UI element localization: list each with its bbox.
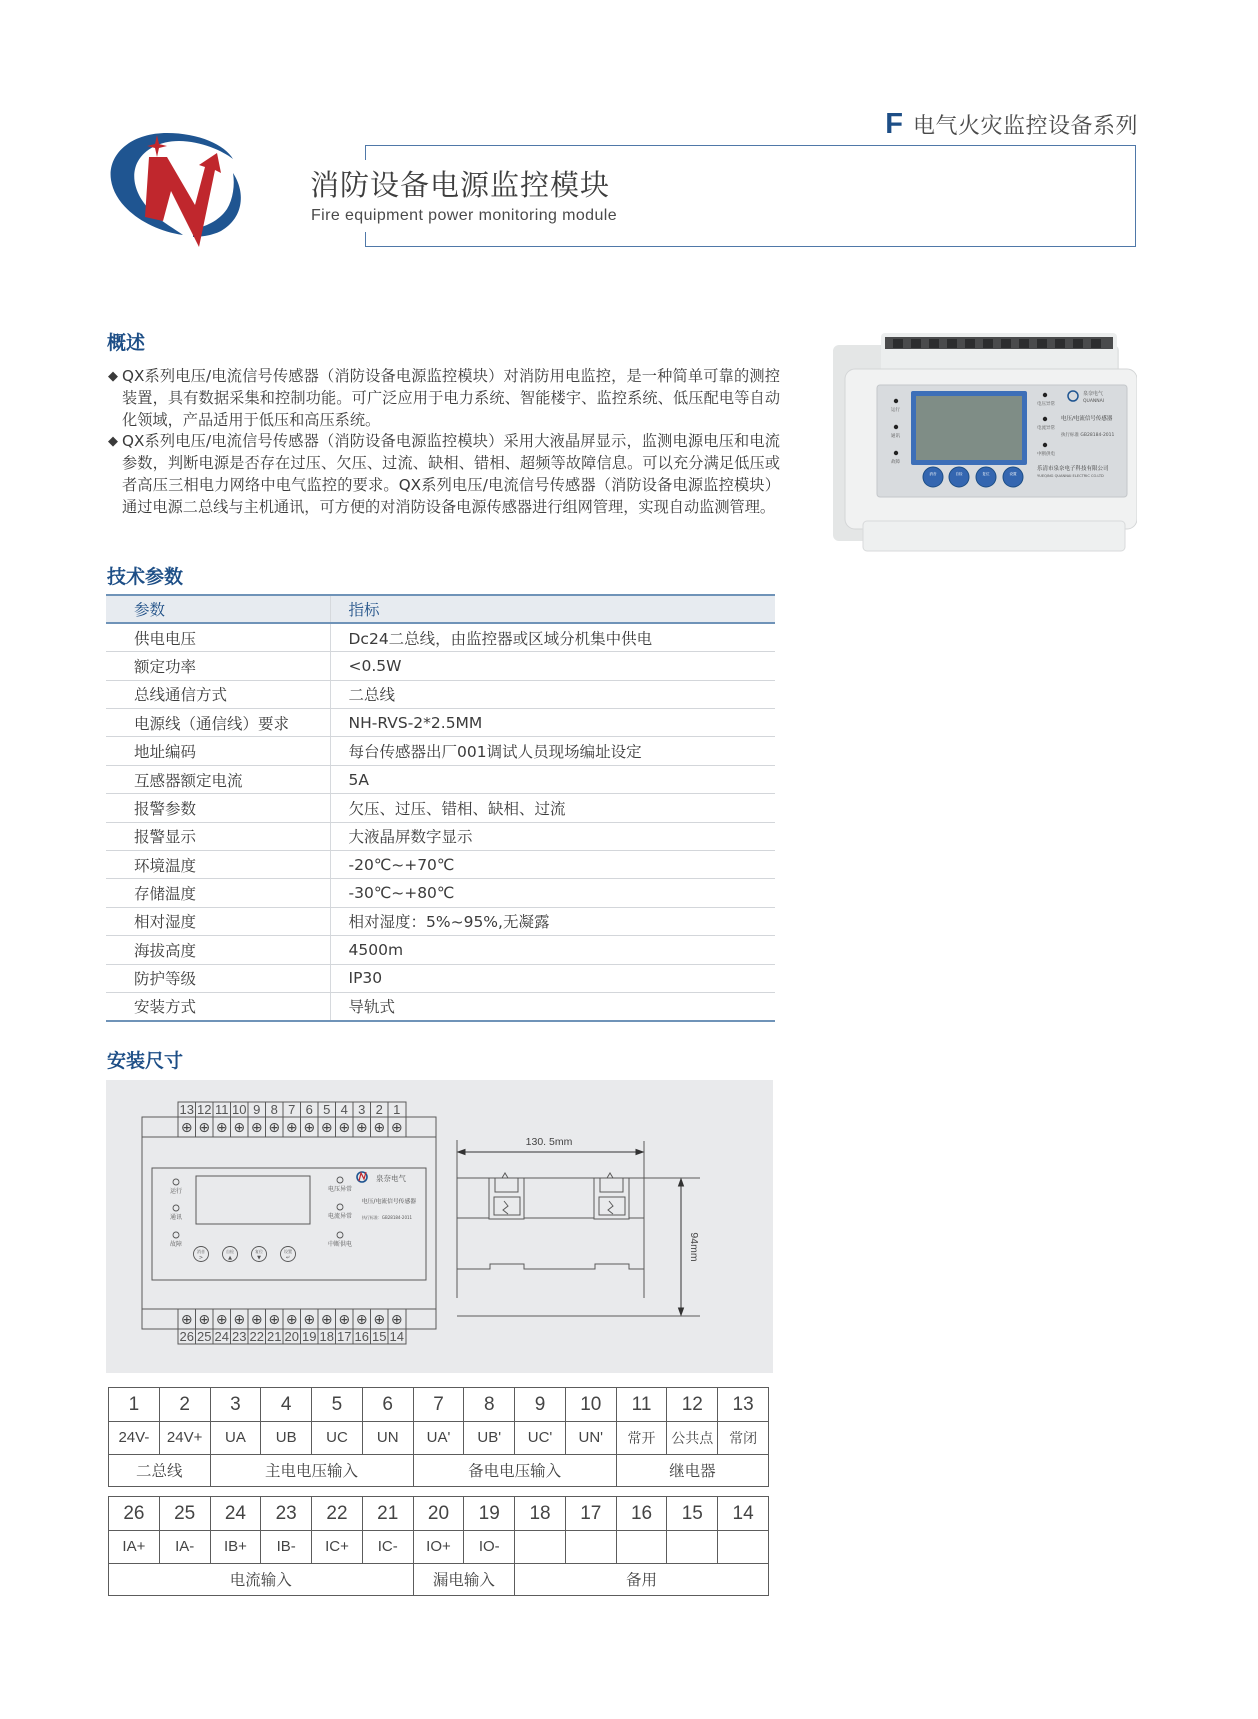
- svg-text:泉奈电气: 泉奈电气: [1083, 391, 1104, 397]
- svg-text:⊕: ⊕: [180, 1120, 193, 1136]
- svg-text:⊕: ⊕: [355, 1120, 368, 1136]
- svg-text:⊕: ⊕: [250, 1120, 263, 1136]
- product-photo: [833, 333, 1137, 557]
- svg-text:>: >: [198, 1255, 204, 1261]
- svg-text:设置: 设置: [1009, 472, 1017, 476]
- terminal-group-row: 电流输入 漏电输入 备用: [109, 1563, 769, 1596]
- svg-text:⊕: ⊕: [303, 1120, 316, 1136]
- svg-text:15: 15: [372, 1329, 387, 1344]
- svg-text:电压/电流信号传感器: 电压/电流信号传感器: [361, 1199, 417, 1205]
- svg-text:泉奈电气: 泉奈电气: [376, 1174, 406, 1183]
- svg-text:6: 6: [305, 1102, 313, 1117]
- table-row: 报警参数 欠压、过压、错相、缺相、过流: [106, 794, 775, 822]
- table-row: 互感器额定电流 5A: [106, 765, 775, 793]
- table-row: 地址编码 每台传感器出厂001调试人员现场编址设定: [106, 737, 775, 765]
- svg-text:通讯: 通讯: [891, 434, 900, 439]
- svg-text:乐清市泉奈电子科技有限公司: 乐清市泉奈电子科技有限公司: [1037, 466, 1109, 472]
- svg-text:⊕: ⊕: [390, 1120, 403, 1136]
- svg-text:故障: 故障: [169, 1241, 183, 1248]
- svg-text:4: 4: [340, 1102, 348, 1117]
- column-header-parameter: 参数: [106, 595, 330, 623]
- table-row: 相对湿度 相对湿度：5%~95%,无凝露: [106, 907, 775, 935]
- svg-text:19: 19: [302, 1329, 317, 1344]
- svg-text:⊕: ⊕: [198, 1312, 211, 1328]
- svg-text:1: 1: [393, 1102, 401, 1117]
- svg-text:10: 10: [232, 1102, 247, 1117]
- svg-text:⊕: ⊕: [233, 1312, 246, 1328]
- svg-text:⊕: ⊕: [233, 1120, 246, 1136]
- svg-text:QUANNAI: QUANNAI: [1083, 399, 1105, 404]
- overview-paragraph: ◆ QX系列电压/电流信号传感器（消防设备电源监控模块）对消防用电监控，是一种简单可靠的测控装置，具有数据采集和控制功能。可广泛应用于电力系统、智能楼宇、监控系统、低压配电等自动化领域，产品适用于低压和高压系统。: [108, 367, 780, 429]
- svg-text:↵: ↵: [285, 1255, 291, 1261]
- column-header-value: 指标: [330, 595, 775, 623]
- terminal-number-row: 1 2 3 4 5 6 7 8 9 10 11 12 13: [109, 1388, 769, 1422]
- svg-text:故障: 故障: [891, 460, 900, 465]
- overview-text: [108, 366, 780, 519]
- svg-text:通讯: 通讯: [169, 1214, 183, 1221]
- series-name: 电气火灾监控设备系列: [912, 113, 1138, 139]
- svg-text:自检: 自检: [955, 472, 963, 476]
- svg-text:⊕: ⊕: [390, 1312, 403, 1328]
- svg-text:电压异常: 电压异常: [327, 1186, 353, 1193]
- table-row: 防护等级 IP30: [106, 964, 775, 992]
- svg-text:电压异常: 电压异常: [1037, 402, 1055, 407]
- series-letter: F: [885, 107, 903, 140]
- svg-text:执行标准 GB28184-2011: 执行标准 GB28184-2011: [1061, 433, 1115, 438]
- table-row: 额定功率 <0.5W: [106, 652, 775, 680]
- svg-text:⊕: ⊕: [320, 1312, 333, 1328]
- svg-text:⊕: ⊕: [338, 1312, 351, 1328]
- svg-text:⊕: ⊕: [285, 1120, 298, 1136]
- terminal-signal-row: 24V- 24V+ UA UB UC UN UA' UB' UC' UN' 常开 公共点 常闭: [109, 1422, 769, 1455]
- series-title: [866, 106, 1138, 142]
- svg-text:复位: 复位: [255, 1249, 263, 1254]
- diamond-bullet-icon: ◆: [108, 369, 118, 384]
- svg-text:▲: ▲: [228, 1255, 232, 1261]
- terminal-table: [108, 1387, 769, 1596]
- svg-text:⊕: ⊕: [180, 1312, 193, 1328]
- svg-text:22: 22: [249, 1329, 264, 1344]
- svg-text:14: 14: [389, 1329, 404, 1344]
- overview-paragraph: ◆ QX系列电压/电流信号传感器（消防设备电源监控模块）采用大液晶屏显示，监测电源电压和电流参数，判断电源是否存在过压、欠压、过流、缺相、错相、超频等故障信息。可以充分满足低压或者高压三相电力网络中电气监控的要求。QX系列电压/电流信号传感器（消防设备电源监控模块）通过电源二总线与主机通讯，可方便的对消防设备电源传感器进行组网管理，实现自动监测管理。: [108, 432, 780, 516]
- svg-text:自检: 自检: [226, 1249, 234, 1254]
- svg-text:5: 5: [323, 1102, 331, 1117]
- table-row: 环境温度 -20℃~+70℃: [106, 851, 775, 879]
- svg-text:8: 8: [270, 1102, 278, 1117]
- page-title: 消防设备电源监控模块: [310, 168, 611, 202]
- diamond-bullet-icon: ◆: [108, 434, 118, 450]
- svg-text:⊕: ⊕: [320, 1120, 333, 1136]
- table-row: 安装方式 导轨式: [106, 992, 775, 1020]
- svg-text:7: 7: [288, 1102, 296, 1117]
- dimension-panel: [106, 1080, 773, 1373]
- svg-text:⊕: ⊕: [215, 1120, 228, 1136]
- svg-text:23: 23: [232, 1329, 247, 1344]
- svg-text:⊕: ⊕: [268, 1312, 281, 1328]
- overview-heading: 概述: [107, 332, 146, 354]
- front-view-diagram: [106, 1080, 773, 1373]
- table-row: 总线通信方式 二总线: [106, 680, 775, 708]
- table-row: 海拔高度 4500m: [106, 936, 775, 964]
- svg-text:12: 12: [197, 1102, 212, 1117]
- svg-text:电流异常: 电流异常: [1037, 426, 1055, 431]
- svg-text:▼: ▼: [257, 1255, 261, 1261]
- spec-table: [106, 594, 775, 1022]
- svg-text:⊕: ⊕: [215, 1312, 228, 1328]
- svg-text:设置: 设置: [284, 1249, 292, 1254]
- svg-text:24: 24: [214, 1329, 229, 1344]
- svg-text:⊕: ⊕: [250, 1312, 263, 1328]
- table-row: 供电电压 Dc24二总线，由监控器或区域分机集中供电: [106, 623, 775, 651]
- svg-text:26: 26: [179, 1329, 194, 1344]
- svg-text:⊕: ⊕: [373, 1120, 386, 1136]
- svg-text:13: 13: [179, 1102, 194, 1117]
- page-subtitle: Fire equipment power monitoring module: [311, 207, 618, 224]
- table-row: 报警显示 大液晶屏数字显示: [106, 822, 775, 850]
- svg-text:⊕: ⊕: [268, 1120, 281, 1136]
- svg-text:18: 18: [319, 1329, 334, 1344]
- svg-text:复位: 复位: [982, 472, 990, 476]
- svg-text:⊕: ⊕: [338, 1120, 351, 1136]
- svg-text:执行标准：GB28184-2011: 执行标准：GB28184-2011: [361, 1215, 413, 1220]
- svg-text:3: 3: [358, 1102, 366, 1117]
- svg-text:⊕: ⊕: [198, 1120, 211, 1136]
- svg-text:25: 25: [197, 1329, 212, 1344]
- svg-text:消音: 消音: [929, 472, 937, 476]
- svg-text:17: 17: [337, 1329, 352, 1344]
- svg-text:2: 2: [375, 1102, 383, 1117]
- install-heading: 安装尺寸: [107, 1050, 184, 1072]
- svg-text:9: 9: [253, 1102, 261, 1117]
- svg-text:⊕: ⊕: [303, 1312, 316, 1328]
- terminal-group-row: 二总线 主电电压输入 备电电压输入 继电器: [109, 1454, 769, 1487]
- svg-text:⊕: ⊕: [285, 1312, 298, 1328]
- svg-text:电压/电流信号传感器: 电压/电流信号传感器: [1061, 416, 1113, 422]
- svg-text:20: 20: [284, 1329, 299, 1344]
- svg-text:YUEQING QUANNAI ELECTRIC CO.LT: YUEQING QUANNAI ELECTRIC CO.LTD: [1037, 474, 1104, 478]
- svg-text:消音: 消音: [197, 1249, 205, 1254]
- terminal-signal-row: IA+ IA- IB+ IB- IC+ IC- IO+ IO-: [109, 1531, 769, 1564]
- svg-text:电流异常: 电流异常: [327, 1213, 353, 1220]
- svg-text:⊕: ⊕: [355, 1312, 368, 1328]
- svg-text:运行: 运行: [169, 1188, 183, 1195]
- specs-heading: 技术参数: [107, 566, 184, 588]
- svg-text:运行: 运行: [891, 408, 900, 413]
- spec-header-row: [106, 595, 775, 623]
- svg-text:中断供电: 中断供电: [327, 1241, 353, 1248]
- svg-text:⊕: ⊕: [373, 1312, 386, 1328]
- svg-text:21: 21: [267, 1329, 282, 1344]
- table-row: 电源线（通信线）要求 NH-RVS-2*2.5MM: [106, 709, 775, 737]
- height-dimension-label: 94mm: [688, 1232, 700, 1262]
- svg-text:中断供电: 中断供电: [1037, 452, 1055, 457]
- width-dimension-label: 130. 5mm: [525, 1136, 573, 1148]
- company-logo-n-icon: [105, 125, 255, 253]
- svg-text:11: 11: [215, 1102, 229, 1117]
- terminal-number-row: 26 25 24 23 22 21 20 19 18 17 16 15 14: [109, 1497, 769, 1531]
- table-row: 存储温度 -30℃~+80℃: [106, 879, 775, 907]
- svg-text:16: 16: [354, 1329, 369, 1344]
